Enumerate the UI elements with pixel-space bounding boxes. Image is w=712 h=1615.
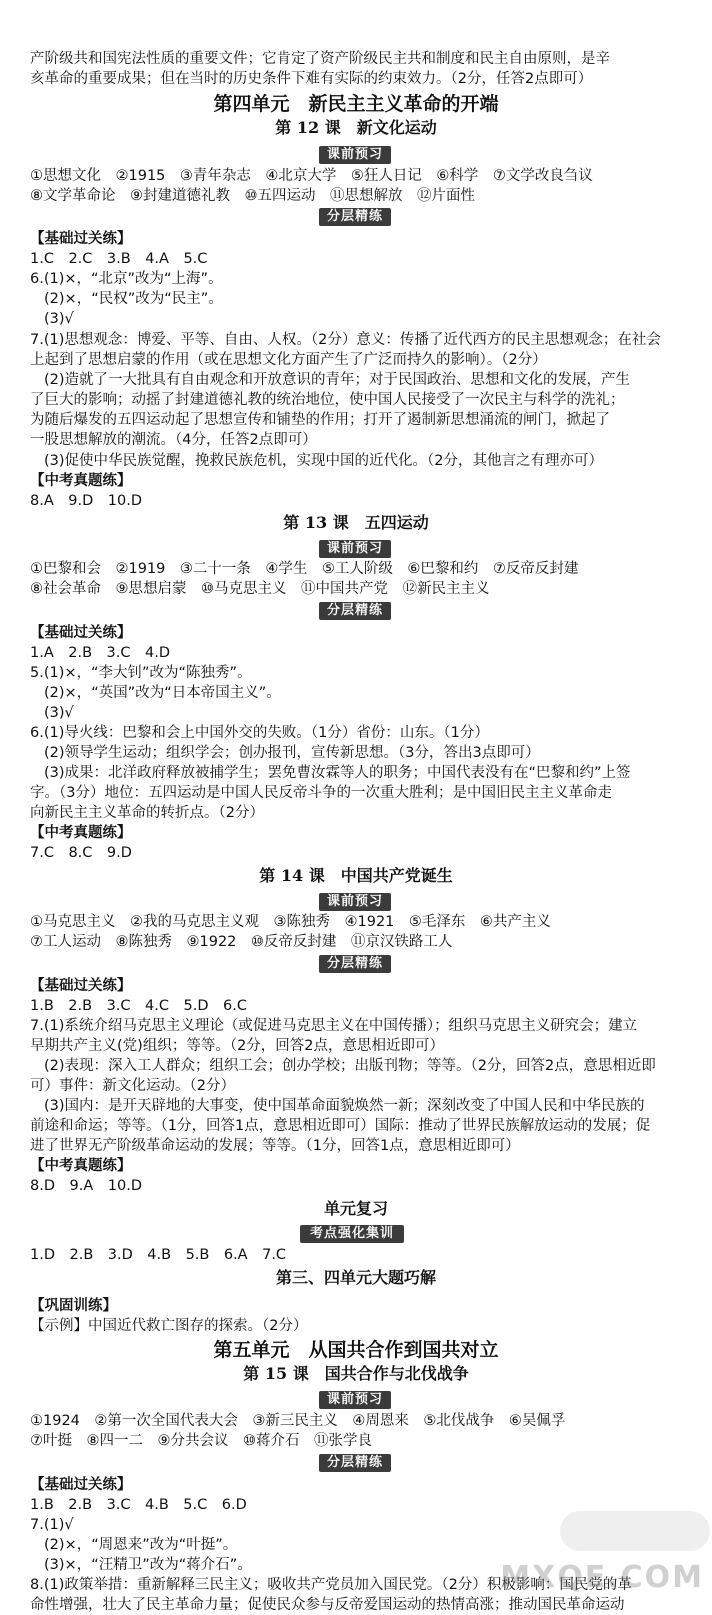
answer-line: (3)促使中华民族觉醒，挽救民族危机，实现中国的近代化。（2分，其他言之有理亦可）	[44, 453, 604, 469]
answer-line: 1.C 2.C 3.B 4.A 5.C	[30, 251, 208, 267]
key-line: ①巴黎和会 ②1919 ③二十一条 ④学生 ⑤工人阶级 ⑥巴黎和约 ⑦反帝反封建	[30, 561, 579, 577]
answer-line: 1.B 2.B 3.C 4.B 5.C 6.D	[30, 1497, 247, 1513]
answer-line: (3)国内：是开天辟地的大事变，使中国革命面貌焕然一新；深刻改变了中国人民和中华民族的	[44, 1098, 645, 1114]
lesson-title: 第 14 课 中国共产党诞生	[259, 866, 453, 885]
answer-line: (2)表现：深入工人群众；组织工会；创办学校；出版刊物；等等。（2分，回答2点，意思相近即	[44, 1058, 656, 1074]
answer-line: 6.(1)导火线：巴黎和会上中国外交的失败。（1分）省份：山东。（1分）	[30, 725, 489, 741]
lesson-title: 第 15 课 国共合作与北伐战争	[243, 1364, 469, 1383]
section-label: 【基础过关练】	[30, 231, 132, 247]
answer-line: 了巨大的影响；动摇了封建道德礼教的统治地位，使中国人民接受了一次民主与科学的洗礼；	[30, 392, 625, 408]
answer-line: (2)×，“民权”改为“民主”。	[44, 291, 223, 307]
section-banner-practice: 分层精练	[319, 1454, 391, 1472]
answer-line: (2)领导学生运动；组织学会；创办报刊，宣传新思想。（3分，答出3点即可）	[44, 745, 540, 761]
watermark-logo: MXQE.COM	[500, 1560, 704, 1595]
key-line: ①思想文化 ②1915 ③青年杂志 ④北京大学 ⑤狂人日记 ⑥科学 ⑦文学改良刍议	[30, 168, 593, 184]
review-title: 第三、四单元大题巧解	[275, 1268, 436, 1287]
answer-line: 7.C 8.C 9.D	[30, 845, 132, 861]
section-banner-preview: 课前预习	[319, 893, 391, 911]
answer-line: 8.A 9.D 10.D	[30, 493, 142, 509]
lesson-title: 第 12 课 新文化运动	[275, 118, 437, 137]
body-line: 产阶级共和国宪法性质的重要文件；它肯定了资产阶级民主共和制度和民主自由原则，是辛	[30, 51, 610, 67]
section-banner-practice: 分层精练	[319, 602, 391, 620]
answer-line: 前途和命运；等等。（1分，回答1点，意思相近即可）国际：推动了世界民族解放运动的发展；促	[30, 1118, 651, 1134]
key-line: ⑦叶挺 ⑧四一二 ⑨分共会议 ⑩蒋介石 ⑪张学良	[30, 1433, 372, 1449]
answer-line: 字。（3分）地位：五四运动是中国人民反帝斗争的一次重大胜利；是中国旧民主主义革命走	[30, 785, 612, 801]
answer-line: 5.(1)×，“李大钊”改为“陈独秀”。	[30, 665, 252, 681]
answer-line: 8.(1)政策举措：重新解释三民主义；吸收共产党员加入国民党。（2分）积极影响：国民党的革	[30, 1577, 632, 1593]
section-banner-focus: 考点强化集训	[300, 1225, 404, 1243]
section-label: 【巩固训练】	[30, 1298, 117, 1314]
watermark-badge	[560, 1511, 710, 1551]
answer-line: 上起到了思想启蒙的作用（或在思想文化方面产生了广泛而持久的影响）。（2分）	[30, 352, 547, 368]
answer-line: (3)√	[44, 705, 74, 721]
answer-line: 【示例】中国近代救亡图存的探索。（2分）	[30, 1318, 308, 1334]
answer-line: 1.A 2.B 3.C 4.D	[30, 645, 170, 661]
answer-line: (3)成果：北洋政府释放被捕学生；罢免曹汝霖等人的职务；中国代表没有在“巴黎和约”上签	[44, 765, 631, 781]
section-label: 【中考真题练】	[30, 473, 132, 489]
answer-line: (2)造就了一大批具有自由观念和开放意识的青年；对于民国政治、思想和文化的发展，产生	[44, 372, 631, 388]
section-banner-preview: 课前预习	[319, 540, 391, 558]
key-line: ⑦工人运动 ⑧陈独秀 ⑨1922 ⑩反帝反封建 ⑪京汉铁路工人	[30, 934, 453, 950]
answer-line: 向新民主主义革命的转折点。（2分）	[30, 805, 264, 821]
answer-line: 进了世界无产阶级革命运动的发展；等等。（1分，回答1点，意思相近即可）	[30, 1138, 520, 1154]
answer-line: 7.(1)系统介绍马克思主义理论（或促进马克思主义在中国传播）；组织马克思主义研究会；建立	[30, 1018, 638, 1034]
answer-line: 7.(1)√	[30, 1517, 74, 1533]
section-label: 【中考真题练】	[30, 1158, 132, 1174]
answer-line: (2)×，“周恩来”改为“叶挺”。	[44, 1537, 238, 1553]
answer-line: (3)√	[44, 311, 74, 327]
section-banner-practice: 分层精练	[319, 955, 391, 973]
answer-line: 6.(1)×，“北京”改为“上海”。	[30, 271, 223, 287]
key-line: ⑧社会革命 ⑨思想启蒙 ⑩马克思主义 ⑪中国共产党 ⑫新民主主义	[30, 581, 490, 597]
section-banner-preview: 课前预习	[319, 146, 391, 164]
answer-line: 7.(1)思想观念：博爱、平等、自由、人权。（2分）意义：传播了近代西方的民主思想观念；在社会	[30, 332, 661, 348]
answer-line: 早期共产主义(党)组织；等等。（2分，回答2点，意思相近即可）	[30, 1038, 445, 1054]
section-banner-preview: 课前预习	[319, 1391, 391, 1409]
section-label: 【基础过关练】	[30, 1477, 132, 1493]
key-line: ⑧文学革命论 ⑨封建道德礼教 ⑩五四运动 ⑪思想解放 ⑫片面性	[30, 188, 475, 204]
section-label: 【基础过关练】	[30, 978, 132, 994]
body-line: 亥革命的重要成果；但在当时的历史条件下难有实际的约束效力。（2分，任答2点即可）	[30, 71, 593, 87]
answer-line: 可）事件：新文化运动。（2分）	[30, 1078, 235, 1094]
lesson-title: 第 13 课 五四运动	[283, 513, 429, 532]
unit-title: 第四单元 新民主主义革命的开端	[213, 93, 499, 115]
answer-line: (2)×，“英国”改为“日本帝国主义”。	[44, 685, 281, 701]
unit-title: 第五单元 从国共合作到国共对立	[213, 1339, 499, 1361]
section-label: 【基础过关练】	[30, 625, 132, 641]
key-line: ①1924 ②第一次全国代表大会 ③新三民主义 ④周恩来 ⑤北伐战争 ⑥吴佩孚	[30, 1413, 566, 1429]
review-title: 单元复习	[323, 1199, 388, 1218]
answer-line: 为随后爆发的五四运动起了思想宣传和铺垫的作用；打开了遏制新思想涌流的闸门，掀起了	[30, 412, 610, 428]
section-label: 【中考真题练】	[30, 825, 132, 841]
answer-line: (3)×，“汪精卫”改为“蒋介石”。	[44, 1557, 252, 1573]
section-banner-practice: 分层精练	[319, 208, 391, 226]
answer-line: 命性增强，壮大了民主革命力量；促使民众参与反帝爱国运动的热情高涨；推动国民革命运动	[30, 1597, 625, 1613]
key-line: ①马克思主义 ②我的马克思主义观 ③陈独秀 ④1921 ⑤毛泽东 ⑥共产主义	[30, 914, 551, 930]
answer-line: 一股思想解放的潮流。（4分，任答2点即可）	[30, 432, 317, 448]
answer-line: 1.D 2.B 3.D 4.B 5.B 6.A 7.C	[30, 1247, 287, 1263]
answer-line: 1.B 2.B 3.C 4.C 5.D 6.C	[30, 998, 247, 1014]
answer-line: 8.D 9.A 10.D	[30, 1178, 142, 1194]
